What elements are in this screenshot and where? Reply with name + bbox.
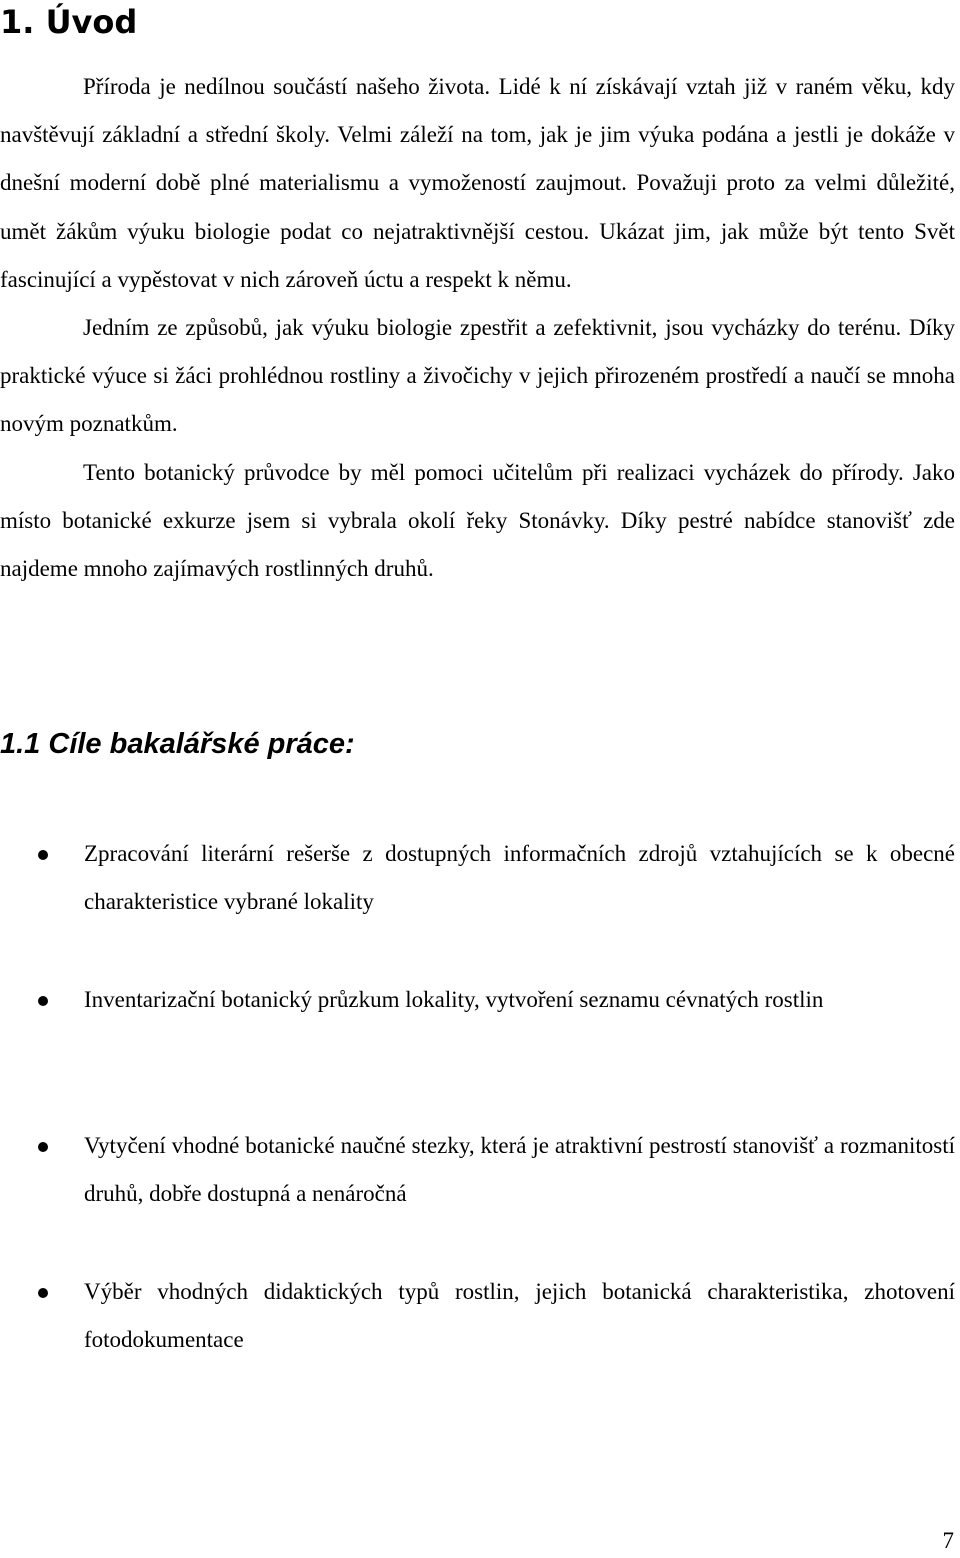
section-heading: 1. Úvod — [0, 3, 138, 41]
bullet-icon — [38, 850, 48, 860]
intro-paragraph-3: Tento botanický průvodce by měl pomoci učitelům při realizaci vycházek do přírody. Jako místo botanické exkurze jsem si vybrala okolí řeky Stonávky. Díky pestré nabídce stanovišť zde najdeme mnoho zajímavých rostlinných druhů. — [0, 459, 955, 582]
bullet-icon — [38, 1288, 48, 1298]
goal-text: Výběr vhodných didaktických typů rostlin, jejich botanická charakteristika, zhotovení fotodokumentace — [84, 1279, 955, 1353]
bullet-icon — [38, 1142, 48, 1152]
intro-paragraph-2: Jedním ze způsobů, jak výuku biologie zpestřit a zefektivnit, jsou vycházky do terénu. Díky praktické výuce si žáci prohlédnou rostliny a živočichy v jejich přirozeném prostředí a naučí se mnoha novým poznatkům. — [0, 315, 955, 437]
page-number: 7 — [942, 1528, 954, 1553]
intro-paragraph-1: Příroda je nedílnou součástí našeho života. Lidé k ní získávají vztah již v raném věku, kdy navštěvují základní a střední školy. Velmi záleží na tom, jak je jim výuka podána a jestli je dokáže v dnešní moderní době plné materialismu a vymožeností zaujmout. Považuji proto za velmi důležité, umět žákům výuku biologie podat co nejatraktivnější cestou. Ukázat jim, jak může být tento Svět fascinující a vypěstovat v nich zároveň úctu a respekt k němu. — [0, 74, 955, 292]
subsection-heading: 1.1 Cíle bakalářské práce: — [0, 728, 355, 760]
goal-text: Inventarizační botanický průzkum lokality, vytvoření seznamu cévnatých rostlin — [84, 987, 824, 1012]
goal-text: Zpracování literární rešerše z dostupných informačních zdrojů vztahujících se k obecné charakteristice vybrané lokality — [84, 841, 955, 915]
intro-text — [0, 63, 955, 593]
bullet-icon — [38, 996, 48, 1006]
goal-text: Vytyčení vhodné botanické naučné stezky, která je atraktivní pestrostí stanovišť a rozmanitostí druhů, dobře dostupná a nenáročná — [84, 1133, 955, 1207]
